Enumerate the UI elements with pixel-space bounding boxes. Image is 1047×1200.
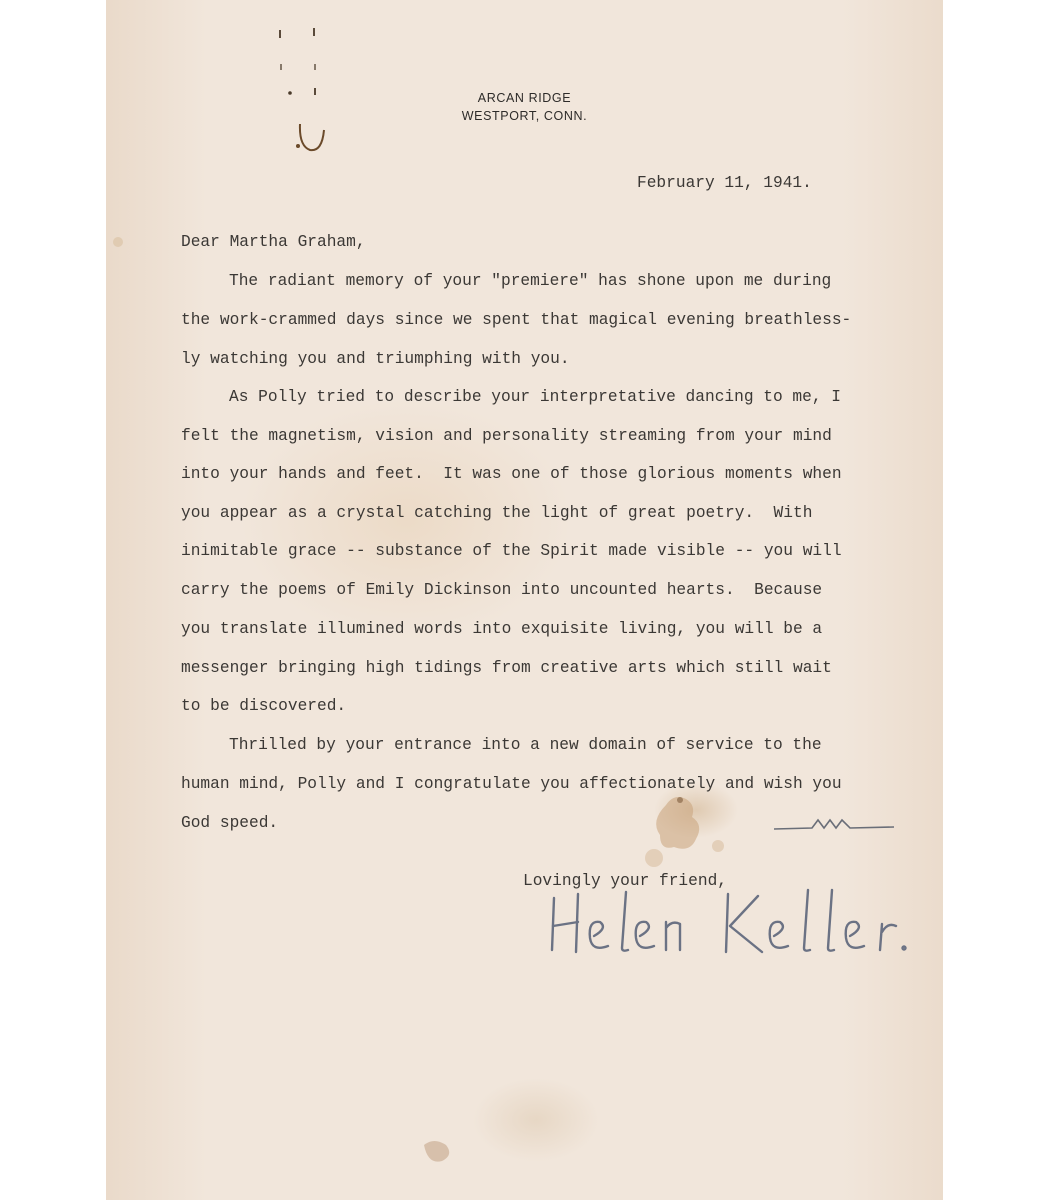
body-line: you appear as a crystal catching the light of great poetry. With <box>181 504 813 522</box>
body-line: into your hands and feet. It was one of those glorious moments when <box>181 465 842 483</box>
letterhead-line-1: ARCAN RIDGE <box>477 91 572 105</box>
body-line: carry the poems of Emily Dickinson into uncounted hearts. Because <box>181 581 823 599</box>
body-line: As Polly tried to describe your interpretative dancing to me, I <box>229 388 841 406</box>
closing: Lovingly your friend, <box>523 872 727 890</box>
signature <box>538 880 918 970</box>
binding-marks <box>276 20 336 160</box>
body-line: Thrilled by your entrance into a new domain of service to the <box>229 736 822 754</box>
body-line: the work-crammed days since we spent that magical evening breathless- <box>181 311 852 329</box>
body-line: God speed. <box>181 814 279 832</box>
body-line: felt the magnetism, vision and personality streaming from your mind <box>181 427 832 445</box>
letter-date: February 11, 1941. <box>637 174 812 192</box>
pencil-mark <box>772 812 902 838</box>
body-line: messenger bringing high tidings from creative arts which still wait <box>181 659 832 677</box>
paper-stains <box>106 0 943 1200</box>
salutation: Dear Martha Graham, <box>181 233 366 251</box>
body-line: human mind, Polly and I congratulate you affectionately and wish you <box>181 775 842 793</box>
letterhead-line-2: WESTPORT, CONN. <box>461 109 588 123</box>
body-line: The radiant memory of your "premiere" has shone upon me during <box>229 272 832 290</box>
body-line: to be discovered. <box>181 697 347 715</box>
body-line: ly watching you and triumphing with you. <box>181 350 570 368</box>
letter-page <box>106 0 943 1200</box>
body-line: you translate illumined words into exquisite living, you will be a <box>181 620 823 638</box>
body-line: inimitable grace -- substance of the Spirit made visible -- you will <box>181 542 842 560</box>
